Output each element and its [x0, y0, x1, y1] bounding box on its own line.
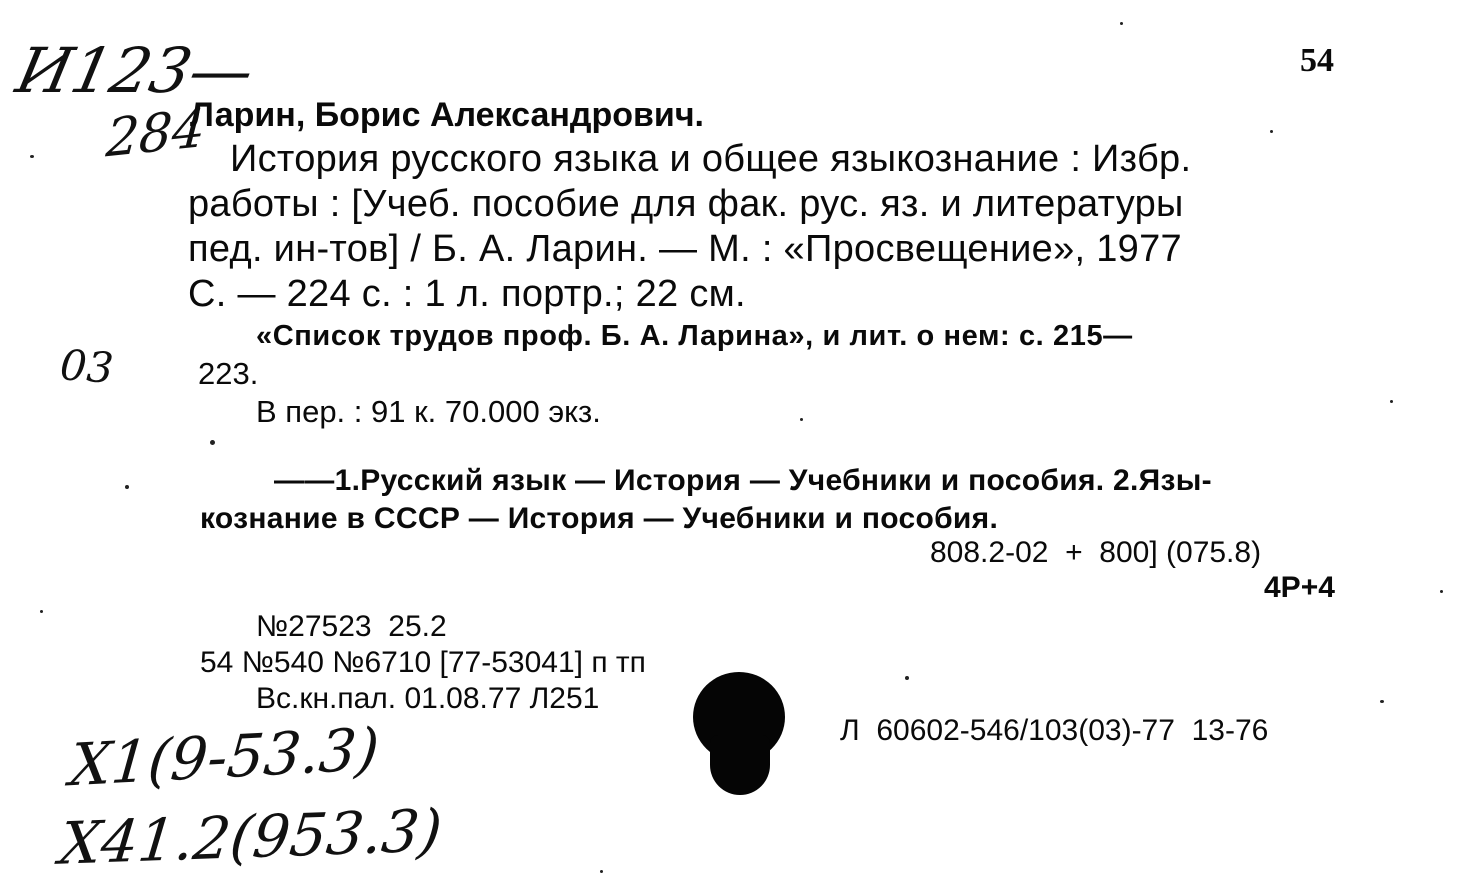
registry-line: №27523 25.2	[256, 610, 447, 643]
handwritten-index-1: Х1(9-53.3)	[67, 714, 382, 800]
subject-line: ——1.Русский язык — История — Учебники и пособия. 2.Язы-	[274, 464, 1212, 497]
speckle	[1440, 590, 1443, 593]
print-code: Л 60602-546/103(03)-77 13-76	[840, 714, 1269, 747]
speckle	[40, 610, 43, 613]
registry-line: Вс.кн.пал. 01.08.77 Л251	[256, 682, 600, 715]
handwritten-margin-code: 03	[58, 340, 116, 393]
author-heading: Ларин, Борис Александрович.	[190, 96, 705, 134]
speckle	[800, 418, 803, 421]
description-line: С. — 224 с. : 1 л. портр.; 22 см.	[188, 273, 746, 315]
registry-line: 54 №540 №6710 [77-53041] п тп	[200, 646, 646, 679]
description-line: История русского языка и общее языкознание : Избр.	[230, 138, 1192, 180]
speckle	[125, 485, 129, 489]
speckle	[210, 440, 215, 445]
class-code: 4Р+4	[1264, 571, 1335, 604]
page-number: 54	[1300, 42, 1334, 79]
note-line: 223.	[198, 356, 259, 391]
speckle	[905, 676, 909, 680]
subject-line: кознание в СССР — История — Учебники и пособия.	[200, 502, 999, 535]
speckle	[600, 870, 603, 873]
note-line: «Список трудов проф. Б. А. Ларина», и лит. о нем: с. 215—	[256, 320, 1133, 352]
classification-index: 808.2-02 + 800] (075.8)	[930, 536, 1262, 569]
speckle	[1380, 700, 1384, 703]
handwritten-shelf-mark: И123—	[10, 34, 261, 107]
handwritten-index-2: Х41.2(953.3)	[56, 796, 446, 878]
ink-blot-tail	[710, 735, 770, 795]
speckle	[1390, 400, 1393, 403]
description-line: работы : [Учеб. пособие для фак. рус. яз. и литературы	[188, 183, 1184, 225]
speckle	[30, 155, 34, 158]
speckle	[1270, 130, 1273, 133]
price-line: В пер. : 91 к. 70.000 экз.	[256, 394, 601, 429]
description-line: пед. ин-тов] / Б. А. Ларин. — М. : «Просвещение», 1977	[188, 228, 1182, 270]
handwritten-shelf-sub: 284	[104, 98, 208, 170]
speckle	[1120, 22, 1123, 25]
